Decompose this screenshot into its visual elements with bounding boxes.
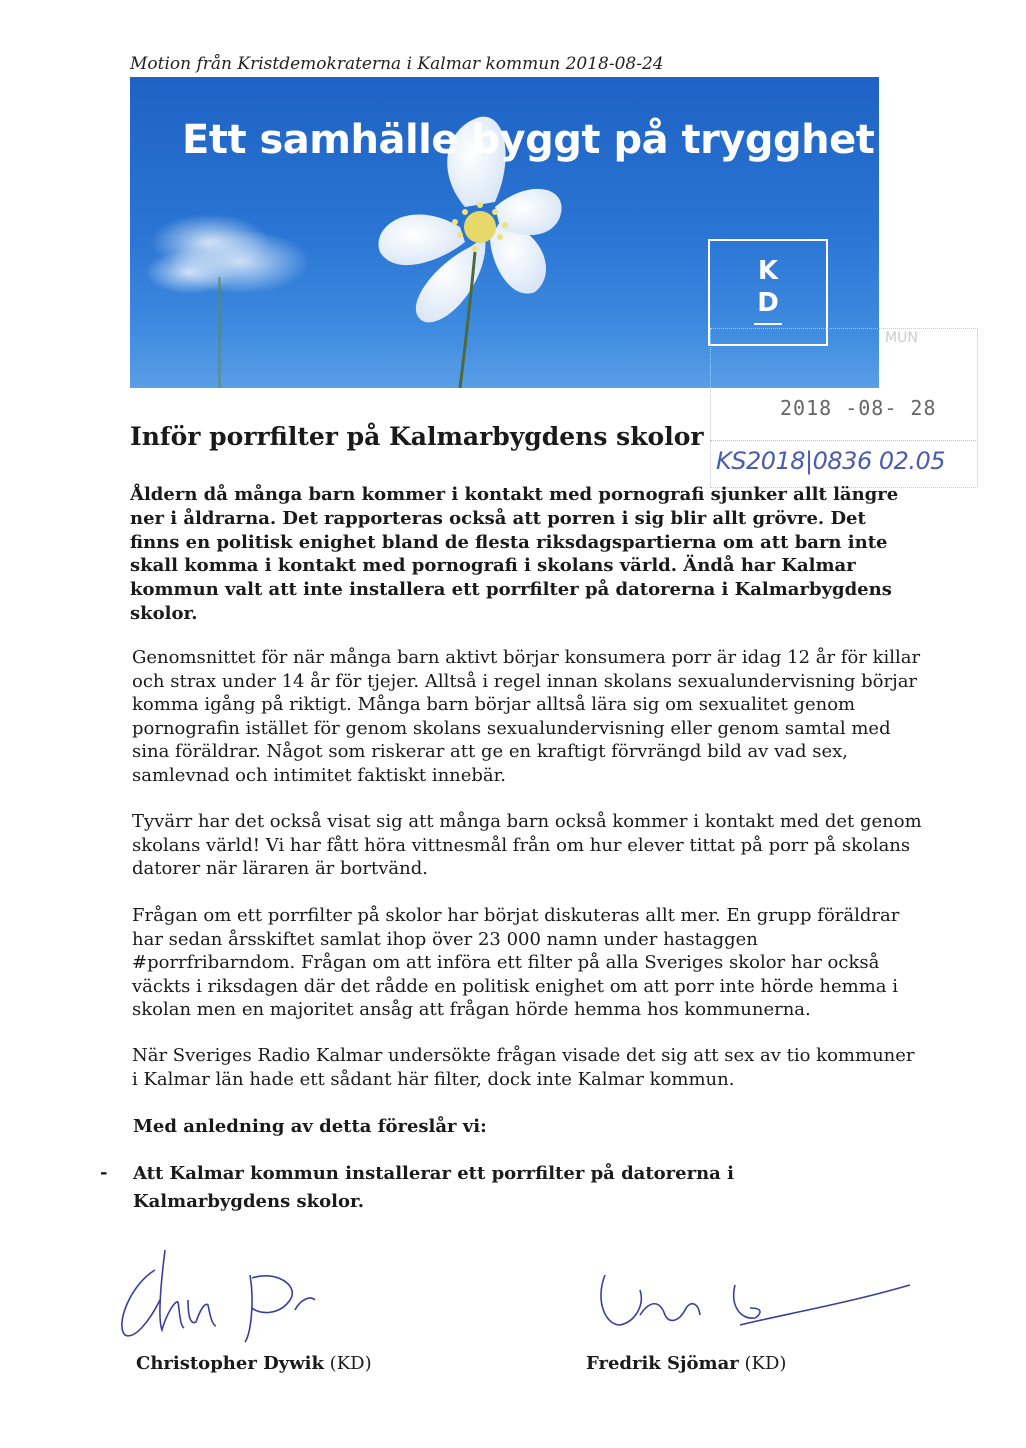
body-paragraph-1: Genomsnittet för när många barn aktivt börjar konsumera porr är idag 12 år för killar och strax under 14 år för tjejer. Alltså i regel innan skolans sexualundervisning börjar komma igång på riktigt. Många barn börjar alltså lära sig om sexualitet genom pornografin istället för genom skolans sexualundervisning eller genom samtal med sina föräldrar. Något som riskerar att ge en kraftigt förvrängd bild av vad sex, samlevnad och intimitet faktiskt innebär.: [132, 647, 921, 786]
signature-name-2: [586, 1353, 786, 1374]
body-paragraph-4: När Sveriges Radio Kalmar undersökte frågan visade det sig att sex av tio kommuner i Kalmar län hade ett sådant här filter, dock inte Kalmar kommun.: [132, 1045, 915, 1090]
signature-dywik: [122, 1250, 315, 1342]
body-paragraph-2: Tyvärr har det också visat sig att många barn också kommer i kontakt med det genom skolans värld! Vi har fått höra vittnesmål från om hur elever tittat på porr på skolans datorer när läraren är bortvänd.: [132, 811, 922, 879]
header-line: Motion från Kristdemokraterna i Kalmar kommun 2018-08-24: [130, 54, 664, 74]
stamp-reference: KS2018|0836 02.05: [716, 447, 946, 475]
stamp-date: 2018 -08- 28: [780, 396, 937, 420]
stamp-faint-text: MUN: [885, 330, 918, 346]
signatures-image: [100, 1230, 1000, 1350]
signer-1-party: (KD): [329, 1353, 372, 1374]
document-title: Inför porrfilter på Kalmarbygdens skolor: [130, 422, 704, 451]
stamp-divider: [710, 440, 976, 442]
propose-heading: Med anledning av detta föreslår vi:: [133, 1116, 487, 1137]
body-paragraph-3: Frågan om ett porrfilter på skolor har börjat diskuteras allt mer. En grupp föräldrar har sedan årsskiftet samlat ihop över 23 000 namn under hastaggen #porrfribarndom. Frågan om att införa ett filter på alla Sveriges skolor har också väckts i riksdagen där det rådde en politisk enighet om att porr inte hörde hemma i skolan men en majoritet ansåg att frågan hörde hemma hos kommunerna.: [132, 905, 900, 1020]
proposal-text: Att Kalmar kommun installerar ett porrfilter på datorerna i Kalmarbygdens skolor.: [133, 1163, 734, 1212]
logo-underline: [754, 323, 782, 325]
banner-title: Ett samhälle byggt på trygghet & tillit: [182, 117, 1026, 163]
proposal-bullet: -: [100, 1162, 108, 1183]
signature-sjomar: [601, 1275, 910, 1325]
signer-2-name: Fredrik Sjömar: [586, 1353, 739, 1374]
signer-2-party: (KD): [744, 1353, 787, 1374]
logo-letter-d: D: [757, 288, 779, 318]
lead-paragraph: Åldern då många barn kommer i kontakt med pornografi sjunker allt längre ner i åldrarna. Det rapporteras också att porren i sig blir allt grövre. Det finns en politisk enighet bland de flesta riksdagspartierna om att barn inte skall komma i kontakt med pornografi i skolans värld. Ändå har Kalmar kommun valt att inte installera ett porrfilter på datorerna i Kalmarbygdens skolor.: [130, 484, 899, 624]
signature-name-1: [136, 1353, 372, 1374]
logo-letter-k: K: [757, 256, 779, 286]
signer-1-name: Christopher Dywik: [136, 1353, 324, 1374]
